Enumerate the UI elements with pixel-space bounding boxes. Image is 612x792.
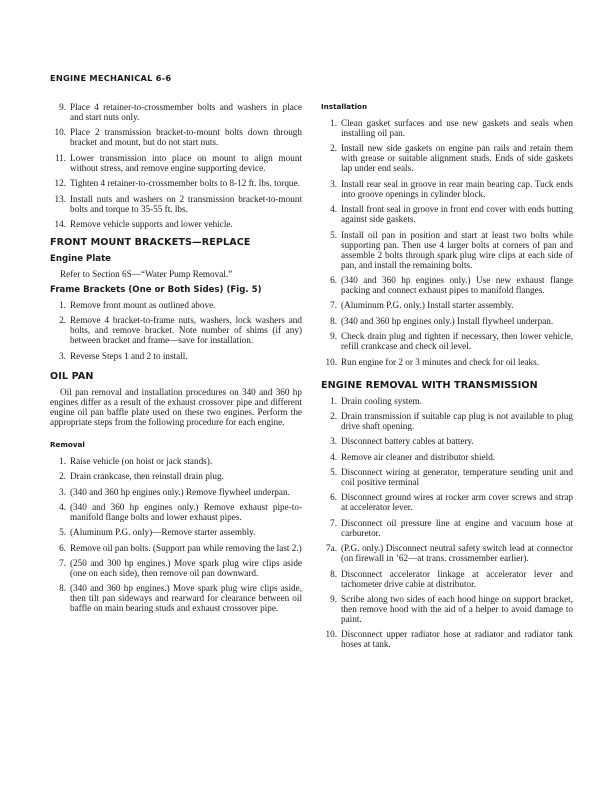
step-text: (340 and 360 hp engines only.) Install flywheel underpan. xyxy=(341,315,554,326)
frame-brackets-heading: Frame Brackets (One or Both Sides) (Fig. 5) xyxy=(50,284,262,295)
installation-heading: Installation xyxy=(321,102,368,111)
step-text: Run engine for 2 or 3 minutes and check for oil leaks. xyxy=(341,356,539,367)
step-text: Drain transmission if suitable cap plug is not available to plug drive shaft opening. xyxy=(341,410,573,431)
list-item xyxy=(50,351,302,361)
step-text: Check drain plug and tighten if necessary, then lower vehicle, refill crankcase and check oil level. xyxy=(341,331,573,352)
step-number: 1. xyxy=(330,395,337,406)
step-text: Install new side gaskets on engine pan rails and retain them with grease or suitable alignment studs. Ends of side gaskets lap under end seals. xyxy=(341,143,573,174)
step-text: (250 and 300 hp engines.) Move spark plug wire clips aside (one on each side), then remove oil pan downward. xyxy=(70,558,302,579)
oil-pan-heading: OIL PAN xyxy=(50,370,94,382)
list-item xyxy=(321,230,573,270)
step-text: Reverse Steps 1 and 2 to install. xyxy=(70,350,188,361)
step-number: 12. xyxy=(54,178,66,189)
step-number: 10. xyxy=(54,127,66,138)
step-text: Disconnect upper radiator hose at radiator and radiator tank hoses at tank. xyxy=(341,629,573,650)
step-number: 4. xyxy=(330,204,337,215)
step-number: 10. xyxy=(325,356,337,367)
list-item xyxy=(321,204,573,224)
step-text: Remove vehicle supports and lower vehicle. xyxy=(70,218,233,229)
list-item xyxy=(50,315,302,345)
step-number: 11. xyxy=(54,152,66,163)
step-text: Drain crankcase, then reinstall drain plug. xyxy=(70,471,224,482)
step-number: 8. xyxy=(330,315,337,326)
engine-removal-heading: ENGINE REMOVAL WITH TRANSMISSION xyxy=(321,379,538,391)
list-item xyxy=(50,487,302,497)
step-text: (340 and 360 hp engines only.) Remove flywheel underpan. xyxy=(70,486,290,497)
step-text: Remove front mount as outlined above. xyxy=(70,299,216,310)
list-item xyxy=(321,543,573,563)
step-text: Remove 4 bracket-to-frame nuts, washers, lock washers and bolts, and remove bracket. Note number of shims (if any) between bracket and frame—save for installation. xyxy=(70,315,302,346)
step-number: 6. xyxy=(59,542,66,553)
step-number: 1. xyxy=(330,118,337,128)
engine-plate-text: Refer to Section 6S—“Water Pump Removal.” xyxy=(60,268,233,279)
list-item xyxy=(321,452,573,462)
step-text: (Aluminum P.G. only)—Remove starter assembly. xyxy=(70,527,256,538)
list-item xyxy=(321,357,573,367)
step-number: 1. xyxy=(59,455,66,466)
step-text: Disconnect accelerator linkage at accelerator lever and tachometer drive cable at distributor. xyxy=(341,568,573,589)
step-number: 1. xyxy=(59,299,66,310)
step-number: 5. xyxy=(330,467,337,478)
step-text: Disconnect oil pressure line at engine and vacuum hose at carburetor. xyxy=(341,517,573,538)
step-number: 3. xyxy=(330,178,337,189)
step-text: Clean gasket surfaces and use new gaskets and seals when installing oil pan. xyxy=(341,118,573,138)
step-number: 2. xyxy=(59,471,66,482)
list-item xyxy=(50,194,302,214)
list-item xyxy=(321,143,573,173)
step-number: 4. xyxy=(330,451,337,462)
step-text: Install oil pan in position and start at least two bolts while supporting pan. Then use 4 larger bolts at corners of pan and assemble 2 bolts through spark plug wire clips at each side of pan, and install the remaining bolts. xyxy=(341,229,573,270)
step-text: Tighten 4 retainer-to-crossmember bolts to 8-12 ft. lbs. torque. xyxy=(70,178,300,189)
step-number: 2. xyxy=(59,315,66,326)
step-number: 6. xyxy=(330,274,337,285)
step-number: 8. xyxy=(59,583,66,594)
removal-heading: Removal xyxy=(50,439,85,449)
list-item xyxy=(321,275,573,295)
step-number: 5. xyxy=(59,527,66,538)
page-header: ENGINE MECHANICAL 6-6 xyxy=(50,73,172,83)
step-text: (340 and 360 hp engines.) Move spark plug wire clips aside, then tilt pan sideways and rearward for clearance between oil baffle on main bearing studs and exhaust crossover pipe. xyxy=(70,583,302,614)
list-item xyxy=(50,300,302,310)
step-number: 3. xyxy=(59,486,66,497)
list-item xyxy=(321,300,573,310)
list-item xyxy=(321,411,573,431)
list-item xyxy=(50,456,302,466)
step-text: (Aluminum P.G. only.) Install starter assembly. xyxy=(341,300,514,311)
step-text: Lower transmission into place on mount to align mount without stress, and remove engine supporting device. xyxy=(70,152,302,173)
step-number: 4. xyxy=(59,501,66,512)
list-item xyxy=(321,436,573,446)
step-number: 14. xyxy=(54,218,66,229)
list-item xyxy=(321,331,573,351)
step-text: Remove air cleaner and distributor shield. xyxy=(341,451,496,462)
step-text: (P.G. only.) Disconnect neutral safety switch lead at connector (on firewall in ’62—at trans. crossmember earlier). xyxy=(341,543,573,564)
step-number: 9. xyxy=(330,594,337,605)
list-item xyxy=(50,219,302,229)
step-text: Disconnect battery cables at battery. xyxy=(341,436,474,447)
list-item xyxy=(50,471,302,481)
step-text: Remove oil pan bolts. (Support pan while removing the last 2.) xyxy=(70,542,302,553)
list-item xyxy=(50,543,302,553)
list-item xyxy=(50,583,302,613)
list-item xyxy=(50,558,302,578)
step-text: Install rear seal in groove in rear main bearing cap. Tuck ends into groove openings in cylinder block. xyxy=(341,178,573,199)
step-number: 10. xyxy=(325,629,337,640)
step-number: 7. xyxy=(330,300,337,311)
installation-steps xyxy=(321,118,573,367)
list-item xyxy=(321,492,573,512)
step-text: Disconnect wiring at generator, temperature sending unit and coil positive terminal xyxy=(341,467,573,488)
step-text: Place 2 transmission bracket-to-mount bolts down through bracket and mount, but do not start nuts. xyxy=(70,127,302,148)
list-item xyxy=(50,127,302,147)
step-number: 13. xyxy=(54,193,66,204)
step-number: 7. xyxy=(59,558,66,569)
step-text: Disconnect ground wires at rocker arm cover screws and strap at accelerator lever. xyxy=(341,492,573,513)
list-item xyxy=(321,629,573,649)
list-item xyxy=(50,153,302,173)
list-item xyxy=(50,178,302,188)
step-text: Raise vehicle (on hoist or jack stands). xyxy=(70,455,213,466)
list-item xyxy=(50,102,302,122)
step-text: (340 and 360 hp engines only.) Use new exhaust flange packing and connect exhaust pipes to manifold flanges. xyxy=(341,274,573,295)
step-text: (340 and 360 hp engines only.) Remove exhaust pipe-to-manifold flange bolts and lower exhaust pipes. xyxy=(70,501,302,522)
transmission-mount-steps xyxy=(50,102,302,229)
step-number: 6. xyxy=(330,492,337,503)
step-number: 3. xyxy=(59,350,66,361)
step-number: 7a. xyxy=(326,543,337,554)
step-number: 5. xyxy=(330,229,337,240)
step-number: 7. xyxy=(330,517,337,528)
list-item xyxy=(321,118,573,138)
step-number: 8. xyxy=(330,568,337,579)
list-item xyxy=(321,179,573,199)
list-item xyxy=(321,467,573,487)
removal-steps xyxy=(50,456,302,614)
step-number: 2. xyxy=(330,143,337,154)
list-item xyxy=(321,396,573,406)
frame-brackets-steps xyxy=(50,300,302,361)
list-item xyxy=(321,569,573,589)
step-text: Drain cooling system. xyxy=(341,395,422,406)
list-item xyxy=(50,527,302,537)
step-text: Install front seal in groove in front end cover with ends butting against side gaskets. xyxy=(341,204,573,225)
step-number: 2. xyxy=(330,410,337,421)
list-item xyxy=(321,518,573,538)
step-text: Place 4 retainer-to-crossmember bolts and washers in place and start nuts only. xyxy=(70,102,302,122)
oil-pan-intro: Oil pan removal and installation procedures on 340 and 360 hp engines differ as a result of the exhaust crossover pipe and different engine oil pan baffle plate used on these two engines. Perform the appropriate steps from the following procedure for each engine. xyxy=(50,386,302,427)
left-column xyxy=(50,102,302,619)
front-mount-brackets-heading: FRONT MOUNT BRACKETS—REPLACE xyxy=(50,236,251,248)
step-text: Scribe along two sides of each hood hinge on support bracket, then remove hood with the aid of a helper to avoid damage to paint. xyxy=(341,594,573,625)
step-number: 3. xyxy=(330,436,337,447)
step-text: Install nuts and washers on 2 transmission bracket-to-mount bolts and torque to 35-55 ft. lbs. xyxy=(70,193,302,214)
list-item xyxy=(321,316,573,326)
engine-removal-steps xyxy=(321,396,573,650)
right-column xyxy=(321,102,573,655)
list-item xyxy=(321,594,573,624)
engine-plate-heading: Engine Plate xyxy=(50,253,112,264)
step-number: 9. xyxy=(330,331,337,342)
step-number: 9. xyxy=(59,102,66,112)
list-item xyxy=(50,502,302,522)
